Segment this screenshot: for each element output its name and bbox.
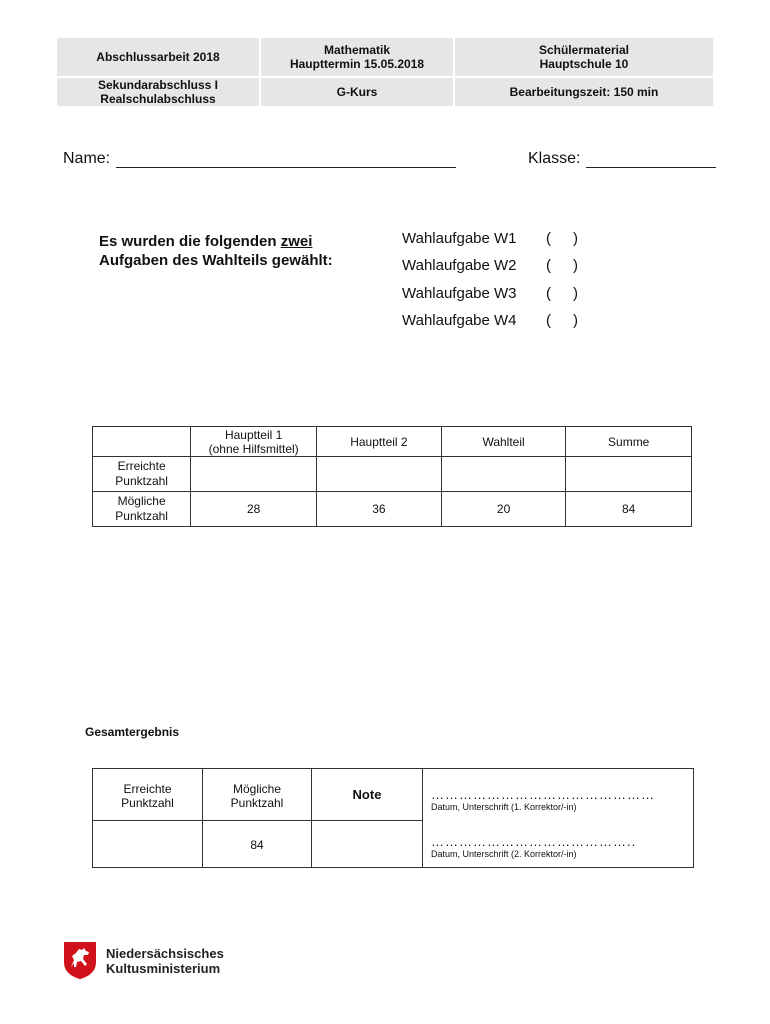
emphasis-two: zwei <box>280 233 313 250</box>
achieved-main2-cell[interactable] <box>317 457 442 492</box>
ministry-name-line1: Niedersächsisches <box>106 946 224 961</box>
header-material: Schülermaterial Hauptschule 10 <box>455 38 713 76</box>
header-sum: Summe <box>566 427 692 457</box>
total-possible-value: 84 <box>203 821 312 868</box>
table-row <box>93 457 692 492</box>
table-header-row <box>93 427 692 457</box>
signature2-line[interactable]: …………………………………….. <box>431 834 637 849</box>
achieved-main1-cell[interactable] <box>191 457 317 492</box>
ministry-logo <box>62 940 224 985</box>
total-header-row <box>93 769 694 821</box>
name-label: Name: <box>63 150 111 167</box>
row-label-possible: Mögliche Punktzahl <box>93 492 191 527</box>
table-corner-cell <box>93 427 191 457</box>
possible-sum-value: 84 <box>566 492 692 527</box>
possible-main2-value: 36 <box>317 492 442 527</box>
total-table <box>92 768 694 868</box>
signature-cell <box>423 769 694 868</box>
option-w4-label: Wahlaufgabe W4 <box>402 312 517 329</box>
class-field[interactable] <box>586 167 716 168</box>
total-header-achieved: Erreichte Punktzahl <box>93 769 203 821</box>
total-title: Gesamtergebnis <box>85 725 180 739</box>
name-field[interactable] <box>116 167 456 168</box>
ministry-name-line2: Kultusministerium <box>106 961 221 976</box>
header-main1: Hauptteil 1 (ohne Hilfsmittel) <box>191 427 317 457</box>
signature1-label: Datum, Unterschrift (1. Korrektor/-in) <box>431 802 577 812</box>
option-w1-label: Wahlaufgabe W1 <box>402 230 517 247</box>
total-header-possible: Mögliche Punktzahl <box>203 769 312 821</box>
header-elective: Wahlteil <box>441 427 566 457</box>
possible-elective-value: 20 <box>441 492 566 527</box>
header-main2: Hauptteil 2 <box>317 427 442 457</box>
horse-crest-icon <box>62 940 98 980</box>
points-table <box>92 426 692 527</box>
header-duration: Bearbeitungszeit: 150 min <box>455 78 713 106</box>
total-grade-cell[interactable] <box>312 821 423 868</box>
class-label: Klasse: <box>528 150 581 167</box>
table-row <box>93 492 692 527</box>
header-subject-date: Mathematik Haupttermin 15.05.2018 <box>261 38 453 76</box>
achieved-elective-cell[interactable] <box>441 457 566 492</box>
header-degree: Sekundarabschluss I Realschulabschluss <box>57 78 259 106</box>
option-w3-label: Wahlaufgabe W3 <box>402 285 517 302</box>
signature2-label: Datum, Unterschrift (2. Korrektor/-in) <box>431 849 577 859</box>
signature1-line[interactable]: ………………………………………… <box>431 787 655 802</box>
row-label-achieved: Erreichte Punktzahl <box>93 457 191 492</box>
header-course: G-Kurs <box>261 78 453 106</box>
total-achieved-cell[interactable] <box>93 821 203 868</box>
option-w2-label: Wahlaufgabe W2 <box>402 257 517 274</box>
possible-main1-value: 28 <box>191 492 317 527</box>
total-header-grade: Note <box>312 769 423 821</box>
achieved-sum-cell[interactable] <box>566 457 692 492</box>
header-exam-year: Abschlussarbeit 2018 <box>57 38 259 76</box>
elective-question: Es wurden die folgenden zwei Aufgaben des Wahlteils gewählt: <box>99 233 333 269</box>
